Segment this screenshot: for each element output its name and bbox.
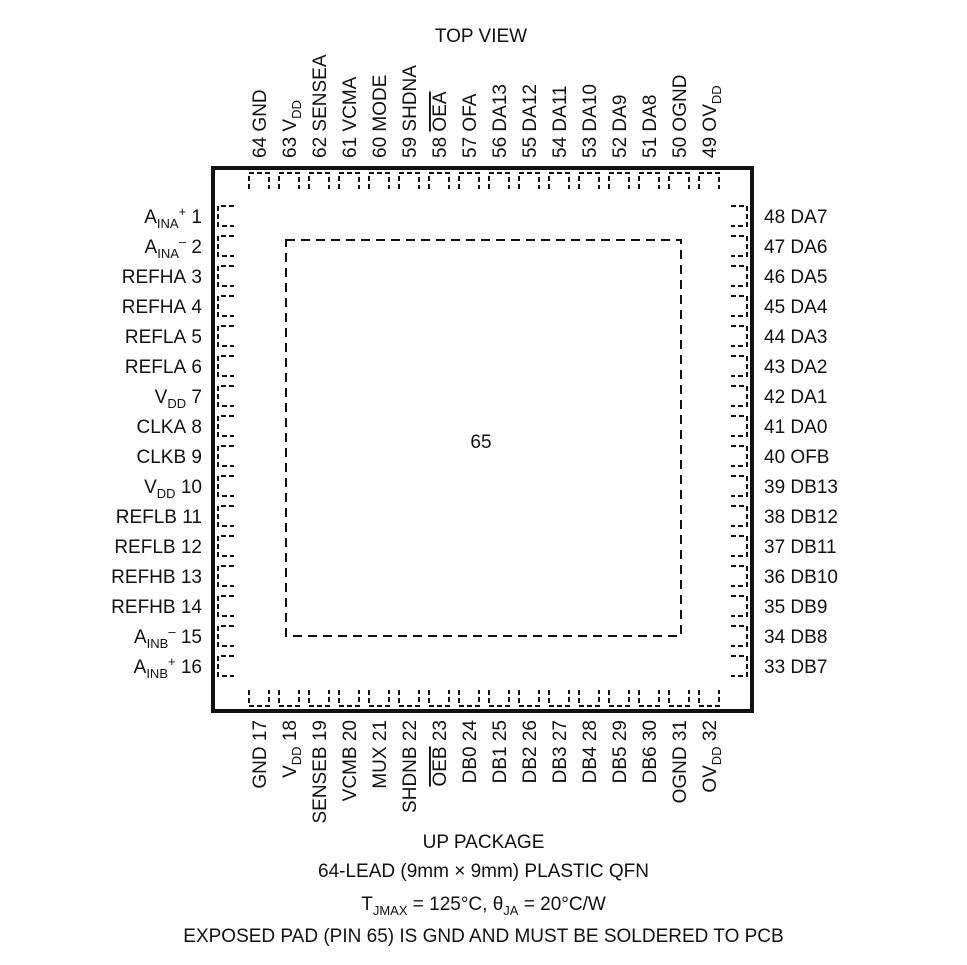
theta-symbol: θ bbox=[492, 894, 504, 915]
pin-number: 39 bbox=[764, 477, 786, 498]
pin-number: 17 bbox=[250, 720, 271, 742]
pin-pad-17 bbox=[249, 690, 269, 706]
pin-pad-44 bbox=[731, 326, 747, 346]
pin-number: 13 bbox=[180, 567, 202, 588]
pin-name: DA6 bbox=[790, 237, 828, 258]
pin-name: V bbox=[280, 118, 301, 132]
pin-pad-34 bbox=[731, 626, 747, 646]
pin-pad-49 bbox=[699, 173, 719, 189]
pin-name: CLKB bbox=[136, 447, 187, 468]
pin-label-24 bbox=[460, 720, 481, 784]
pin-name: MODE bbox=[370, 74, 391, 132]
pin-label-39 bbox=[764, 477, 838, 498]
pin-number: 36 bbox=[764, 567, 786, 588]
pin-name: SENSEA bbox=[310, 54, 331, 132]
pin-pad-60 bbox=[369, 173, 389, 189]
pin-name: VCMB bbox=[340, 746, 361, 802]
pin-number: 50 bbox=[670, 136, 691, 158]
pin-name: DA1 bbox=[790, 387, 828, 408]
pin-label-13 bbox=[111, 567, 202, 588]
pin-pad-24 bbox=[459, 690, 479, 706]
pin-name: REFLB bbox=[115, 507, 177, 528]
pin-label-32 bbox=[700, 720, 724, 793]
pin-name: CLKA bbox=[136, 417, 187, 438]
pin-pad-37 bbox=[731, 536, 747, 556]
pin-pad-4 bbox=[218, 296, 234, 316]
pin-pad-52 bbox=[609, 173, 629, 189]
pin-name: DB13 bbox=[790, 477, 838, 498]
pin-number: 14 bbox=[180, 597, 202, 618]
pin-number: 3 bbox=[191, 267, 202, 288]
pin-label-27 bbox=[550, 720, 571, 783]
pin-name: DB1 bbox=[490, 746, 511, 784]
pin-name: REFLB bbox=[114, 537, 176, 558]
pin-pad-55 bbox=[519, 173, 539, 189]
pin-pad-53 bbox=[579, 173, 599, 189]
pin-number: 42 bbox=[764, 387, 786, 408]
pin-label-18 bbox=[280, 720, 304, 778]
pin-name-subscript: DD bbox=[167, 396, 187, 411]
pin-pad-7 bbox=[218, 386, 234, 406]
pin-name: DA9 bbox=[610, 94, 631, 132]
pin-number: 5 bbox=[191, 327, 202, 348]
pin-number: 62 bbox=[310, 136, 331, 158]
pin-label-36 bbox=[764, 567, 838, 588]
pin-name: SHDNB bbox=[400, 746, 421, 813]
pin-name: DB2 bbox=[520, 746, 541, 784]
pin-name: REFHA bbox=[121, 297, 187, 318]
pin-number: 31 bbox=[670, 720, 691, 742]
pin-label-16 bbox=[134, 654, 202, 681]
pin-pad-23 bbox=[429, 690, 449, 706]
pin-pad-16 bbox=[218, 656, 234, 676]
pin-pad-18 bbox=[279, 690, 299, 706]
tj-value: = 125°C, bbox=[407, 894, 493, 915]
pin-name: DB7 bbox=[790, 657, 828, 678]
pin-name: A bbox=[144, 237, 158, 258]
pin-name-subscript: DD bbox=[709, 85, 724, 105]
pin-pad-48 bbox=[731, 206, 747, 226]
pin-label-61 bbox=[340, 76, 361, 158]
pin-label-53 bbox=[580, 84, 601, 158]
pin-pad-13 bbox=[218, 566, 234, 586]
exposed-pad-number: 65 bbox=[470, 432, 492, 453]
pin-pad-27 bbox=[549, 690, 569, 706]
pin-number: 61 bbox=[340, 136, 361, 158]
pin-number: 41 bbox=[764, 417, 786, 438]
pin-number: 19 bbox=[310, 720, 331, 742]
pin-label-59 bbox=[400, 65, 421, 158]
pin-label-64 bbox=[250, 89, 271, 158]
pin-number: 12 bbox=[180, 537, 202, 558]
pin-pad-42 bbox=[731, 386, 747, 406]
pin-name: DA11 bbox=[550, 85, 571, 132]
pin-name: A bbox=[144, 207, 157, 228]
pin-label-1 bbox=[144, 204, 202, 231]
pin-name-subscript: DD bbox=[289, 100, 304, 119]
pin-number: 32 bbox=[700, 720, 721, 742]
tj-symbol: T bbox=[361, 894, 373, 915]
pin-pad-63 bbox=[279, 173, 299, 189]
pin-label-46 bbox=[764, 267, 827, 288]
pin-number: 7 bbox=[191, 387, 202, 408]
pin-pad-38 bbox=[731, 506, 747, 526]
pin-pad-59 bbox=[399, 173, 419, 189]
pin-pad-51 bbox=[639, 173, 659, 189]
pin-label-49 bbox=[700, 85, 724, 158]
pin-name-superscript: + bbox=[178, 204, 187, 219]
pin-number: 4 bbox=[191, 297, 202, 318]
pin-name-superscript: – bbox=[178, 234, 187, 249]
pin-number: 6 bbox=[191, 357, 202, 378]
pin-pad-57 bbox=[459, 173, 479, 189]
pin-name: REFHB bbox=[111, 567, 176, 588]
pin-name: A bbox=[133, 627, 147, 648]
pin-number: 9 bbox=[191, 447, 202, 468]
pin-label-60 bbox=[370, 75, 391, 158]
pin-label-10 bbox=[144, 477, 202, 501]
pin-label-14 bbox=[111, 597, 202, 618]
pin-label-51 bbox=[640, 95, 661, 158]
pin-pad-32 bbox=[699, 690, 719, 706]
package-name: UP PACKAGE bbox=[422, 832, 545, 853]
pin-name: VCMA bbox=[340, 76, 361, 132]
pin-label-43 bbox=[764, 357, 827, 378]
pin-number: 48 bbox=[764, 207, 786, 228]
pin-number: 20 bbox=[340, 720, 361, 742]
pin-number: 63 bbox=[280, 136, 301, 158]
pin-name-subscript: DD bbox=[709, 746, 724, 766]
pin-pad-3 bbox=[218, 266, 234, 286]
pin-number: 57 bbox=[460, 136, 481, 158]
pin-label-7 bbox=[155, 387, 202, 411]
pin-pad-46 bbox=[731, 266, 747, 286]
theta-value: = 20°C/W bbox=[518, 894, 606, 915]
pin-pad-6 bbox=[218, 356, 234, 376]
pin-name: REFHB bbox=[111, 597, 176, 618]
pin-number: 38 bbox=[764, 507, 786, 528]
theta-subscript: JA bbox=[503, 903, 519, 918]
thermal-spec bbox=[0, 894, 967, 917]
pin-name: OFB bbox=[790, 447, 830, 468]
pin-number: 34 bbox=[764, 627, 786, 648]
pin-pad-20 bbox=[339, 690, 359, 706]
pin-number: 16 bbox=[180, 657, 202, 678]
pin-pad-40 bbox=[731, 446, 747, 466]
pin-name: DB3 bbox=[550, 746, 571, 784]
pin-pad-29 bbox=[609, 690, 629, 706]
pin-label-47 bbox=[764, 237, 827, 258]
pin-number: 35 bbox=[764, 597, 786, 618]
pin-name: OGND bbox=[670, 74, 691, 132]
pin-pad-8 bbox=[218, 416, 234, 436]
pin-pad-31 bbox=[669, 690, 689, 706]
pin-name: OV bbox=[700, 104, 721, 132]
pin-pad-9 bbox=[218, 446, 234, 466]
pin-name-subscript: DD bbox=[289, 746, 304, 766]
pin-name: DB9 bbox=[790, 597, 828, 618]
pin-number: 54 bbox=[550, 136, 571, 158]
pin-label-41 bbox=[764, 417, 827, 438]
pin-number: 51 bbox=[640, 136, 661, 158]
pin-pad-35 bbox=[731, 596, 747, 616]
pin-number: 1 bbox=[191, 207, 202, 228]
pin-pad-30 bbox=[639, 690, 659, 706]
pin-number: 2 bbox=[191, 237, 202, 258]
pin-pad-15 bbox=[218, 626, 234, 646]
pin-label-33 bbox=[764, 657, 827, 678]
pin-number: 64 bbox=[250, 136, 271, 158]
pin-number: 29 bbox=[610, 720, 631, 742]
pin-pad-43 bbox=[731, 356, 747, 376]
pin-name: DA3 bbox=[790, 327, 828, 348]
pin-name: REFLA bbox=[124, 357, 187, 378]
pin-number: 55 bbox=[520, 136, 541, 158]
pin-pad-14 bbox=[218, 596, 234, 616]
pin-name: OV bbox=[700, 765, 721, 793]
pin-label-6 bbox=[125, 357, 202, 378]
pin-number: 47 bbox=[764, 237, 786, 258]
pin-name: DA5 bbox=[790, 267, 828, 288]
pin-name: OGND bbox=[670, 746, 691, 804]
pin-pad-21 bbox=[369, 690, 389, 706]
pin-label-34 bbox=[764, 627, 827, 648]
pin-number: 24 bbox=[460, 720, 481, 742]
pin-label-44 bbox=[764, 327, 827, 348]
pin-number: 43 bbox=[764, 357, 786, 378]
pin-name: SENSEB bbox=[310, 746, 331, 824]
pin-number: 37 bbox=[764, 537, 786, 558]
pin-name-subscript: INB bbox=[146, 636, 169, 651]
pin-number: 45 bbox=[764, 297, 786, 318]
pin-label-38 bbox=[764, 507, 838, 528]
pin-number: 58 bbox=[430, 136, 451, 158]
pin-name: DA2 bbox=[790, 357, 828, 378]
pin-name: SHDNA bbox=[400, 65, 421, 132]
pin-number: 8 bbox=[191, 417, 202, 438]
pin-label-42 bbox=[764, 387, 827, 408]
pin-name: DA13 bbox=[490, 84, 511, 132]
pin-label-63 bbox=[280, 100, 304, 158]
pin-name: GND bbox=[250, 746, 271, 789]
pin-name: DA8 bbox=[640, 94, 661, 132]
pin-pad-54 bbox=[549, 173, 569, 189]
pin-number: 53 bbox=[580, 136, 601, 158]
pin-pad-1 bbox=[218, 206, 234, 226]
pin-label-28 bbox=[580, 720, 601, 783]
pin-name: REFHA bbox=[121, 267, 187, 288]
pin-label-55 bbox=[520, 84, 541, 158]
pin-pad-41 bbox=[731, 416, 747, 436]
pin-name: V bbox=[144, 477, 157, 498]
pin-name-subscript: INA bbox=[157, 246, 179, 261]
pin-number: 49 bbox=[700, 136, 721, 158]
pin-number: 28 bbox=[580, 720, 601, 742]
pin-name-subscript: INB bbox=[146, 666, 168, 681]
pin-number: 18 bbox=[280, 720, 301, 742]
pin-number: 27 bbox=[550, 720, 571, 742]
pin-label-11 bbox=[116, 507, 202, 528]
pin-label-57 bbox=[460, 93, 481, 158]
pin-label-48 bbox=[764, 207, 827, 228]
pin-number: 11 bbox=[182, 507, 202, 528]
pin-label-8 bbox=[137, 417, 203, 438]
pin-number: 52 bbox=[610, 136, 631, 158]
pin-number: 44 bbox=[764, 327, 786, 348]
pin-label-37 bbox=[764, 537, 837, 558]
pin-label-17 bbox=[250, 720, 271, 789]
pin-label-35 bbox=[764, 597, 827, 618]
pin-label-52 bbox=[610, 95, 631, 158]
pin-pad-2 bbox=[218, 236, 234, 256]
pin-pad-25 bbox=[489, 690, 509, 706]
pin-number: 30 bbox=[640, 720, 661, 742]
pin-number: 25 bbox=[490, 720, 511, 742]
package-description: 64-LEAD (9mm × 9mm) PLASTIC QFN bbox=[318, 861, 649, 882]
pin-number: 59 bbox=[400, 136, 421, 158]
top-view-label: TOP VIEW bbox=[434, 26, 528, 47]
pin-number: 60 bbox=[370, 136, 391, 158]
pin-name: DB10 bbox=[790, 567, 838, 588]
pin-name: DB8 bbox=[790, 627, 828, 648]
pin-label-58 bbox=[430, 91, 451, 158]
pin-name: MUX bbox=[370, 746, 391, 789]
pin-pad-64 bbox=[249, 173, 269, 189]
pin-pad-56 bbox=[489, 173, 509, 189]
pin-label-29 bbox=[610, 720, 631, 783]
pin-name: A bbox=[133, 657, 147, 678]
pin-name: OFA bbox=[460, 93, 481, 132]
pin-number: 22 bbox=[400, 720, 421, 742]
pin-number: 15 bbox=[180, 627, 202, 648]
pin-label-19 bbox=[310, 720, 331, 824]
pin-label-26 bbox=[520, 720, 541, 783]
pin-pad-10 bbox=[218, 476, 234, 496]
pin-label-40 bbox=[764, 447, 829, 468]
pin-name: OEB bbox=[430, 746, 451, 787]
pin-pad-47 bbox=[731, 236, 747, 256]
pin-name: DA0 bbox=[790, 417, 828, 438]
pin-label-20 bbox=[340, 720, 361, 801]
pin-label-50 bbox=[670, 75, 691, 158]
pin-label-21 bbox=[370, 720, 391, 789]
pin-label-25 bbox=[490, 720, 511, 783]
pin-name: DB4 bbox=[580, 746, 601, 784]
pin-pad-45 bbox=[731, 296, 747, 316]
pin-name: DA7 bbox=[790, 207, 828, 228]
pin-number: 10 bbox=[180, 477, 202, 498]
pin-name: OEA bbox=[430, 91, 451, 132]
exposed-pad-note: EXPOSED PAD (PIN 65) IS GND AND MUST BE SOLDERED TO PCB bbox=[183, 926, 784, 947]
pin-name-subscript: INA bbox=[156, 216, 179, 231]
pin-pad-12 bbox=[218, 536, 234, 556]
pin-pad-11 bbox=[218, 506, 234, 526]
pin-pad-39 bbox=[731, 476, 747, 496]
pin-pad-58 bbox=[429, 173, 449, 189]
pin-label-54 bbox=[550, 85, 571, 158]
pin-number: 23 bbox=[430, 720, 451, 742]
pin-name: DA10 bbox=[580, 84, 601, 132]
pin-name-superscript: – bbox=[168, 624, 176, 639]
pin-label-4 bbox=[122, 297, 203, 318]
pin-name: DA4 bbox=[790, 297, 828, 318]
pin-label-56 bbox=[490, 84, 511, 158]
pin-pad-33 bbox=[731, 656, 747, 676]
pin-name: DA12 bbox=[520, 84, 541, 132]
pin-label-3 bbox=[122, 267, 202, 288]
pin-label-9 bbox=[137, 447, 203, 468]
pin-name: GND bbox=[250, 89, 271, 132]
tj-subscript: JMAX bbox=[372, 903, 408, 918]
pin-pad-62 bbox=[309, 173, 329, 189]
pin-pad-28 bbox=[579, 690, 599, 706]
pin-label-30 bbox=[640, 720, 661, 783]
pin-pad-36 bbox=[731, 566, 747, 586]
pin-name: DB6 bbox=[640, 746, 661, 784]
pin-label-22 bbox=[400, 720, 421, 813]
pin-label-5 bbox=[125, 327, 202, 348]
pin-pad-19 bbox=[309, 690, 329, 706]
pin-pad-50 bbox=[669, 173, 689, 189]
pin-label-45 bbox=[764, 297, 828, 318]
pin-name: DB11 bbox=[790, 537, 837, 558]
pin-number: 46 bbox=[764, 267, 786, 288]
pin-label-12 bbox=[114, 537, 202, 558]
pin-name: DB12 bbox=[790, 507, 838, 528]
pin-number: 26 bbox=[520, 720, 541, 742]
pin-name: REFLA bbox=[124, 327, 187, 348]
pin-number: 33 bbox=[764, 657, 786, 678]
pin-label-23 bbox=[430, 720, 451, 787]
pin-name-superscript: + bbox=[167, 654, 176, 669]
pin-number: 56 bbox=[490, 136, 511, 158]
pin-pad-26 bbox=[519, 690, 539, 706]
pin-number: 21 bbox=[370, 720, 391, 742]
pin-label-62 bbox=[310, 54, 331, 158]
pin-label-2 bbox=[145, 234, 202, 261]
pin-name: DB0 bbox=[460, 746, 481, 784]
pin-name: DB5 bbox=[610, 746, 631, 784]
pin-pad-5 bbox=[218, 326, 234, 346]
pin-pad-61 bbox=[339, 173, 359, 189]
pin-name: V bbox=[280, 765, 301, 778]
pin-label-31 bbox=[670, 720, 691, 803]
pin-name: V bbox=[154, 387, 168, 408]
pin-name-subscript: DD bbox=[156, 486, 176, 501]
pin-pad-22 bbox=[399, 690, 419, 706]
pin-number: 40 bbox=[764, 447, 786, 468]
pin-label-15 bbox=[134, 624, 202, 651]
